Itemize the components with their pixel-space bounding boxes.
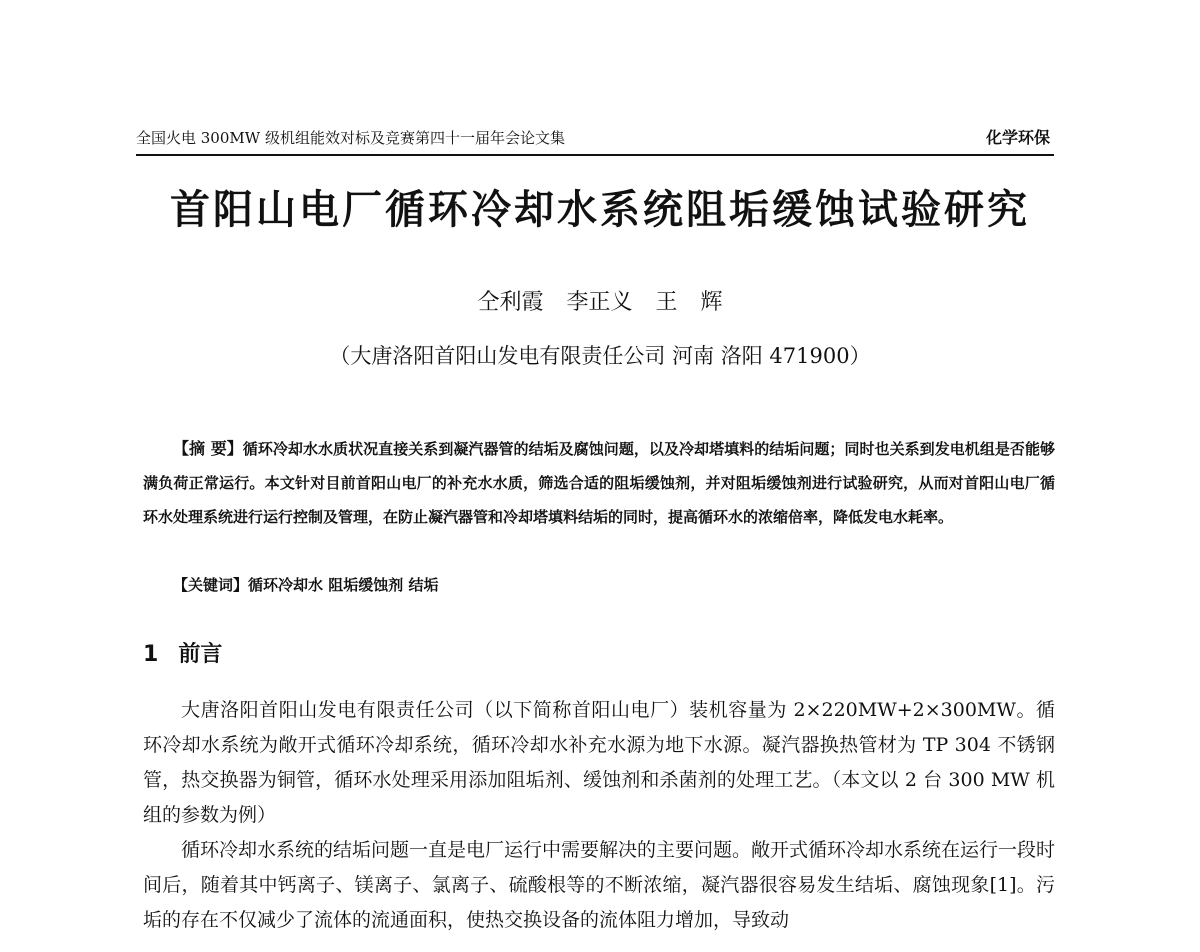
- paper-title: 首阳山电厂循环冷却水系统阻垢缓蚀试验研究: [170, 187, 1030, 233]
- keywords: [143, 568, 1055, 602]
- abstract-label: 【摘 要】: [173, 439, 243, 458]
- running-header: [136, 124, 1054, 156]
- keywords-label: 【关键词】: [173, 576, 249, 594]
- paragraph: 大唐洛阳首阳山发电有限责任公司（以下简称首阳山电厂）装机容量为 2×220MW+2×300MW。循环冷却水系统为敞开式循环冷却系统，循环冷却水补充水源为地下水源。凝汽器换热管材为 TP 304 不锈钢管，热交换器为铜管，循环水处理采用添加阻垢剂、缓蚀剂和杀菌剂的处理工艺。（本文以 2 台 300 MW 机组的参数为例）: [143, 699, 1055, 826]
- header-proceedings-title: 全国火电 300MW 级机组能效对标及竞赛第四十一届年会论文集: [136, 129, 565, 147]
- section-number: 1: [143, 642, 159, 667]
- body-text: [143, 693, 1055, 938]
- author-list: 仝利霞 李正义 王 辉: [477, 290, 723, 315]
- paragraph: 循环冷却水系统的结垢问题一直是电厂运行中需要解决的主要问题。敞开式循环冷却水系统在运行一段时间后，随着其中钙离子、镁离子、氯离子、硫酸根等的不断浓缩，凝汽器很容易发生结垢、腐蚀现象[1]。污垢的存在不仅减少了流体的流通面积，使热交换设备的流体阻力增加，导致动: [143, 839, 1056, 931]
- keywords-text: 循环冷却水 阻垢缓蚀剂 结垢: [248, 576, 439, 594]
- section-heading: [143, 637, 222, 668]
- section-title: 前言: [178, 642, 223, 667]
- author-affiliation: （大唐洛阳首阳山发电有限责任公司 河南 洛阳 471900）: [329, 344, 871, 368]
- abstract-text: 循环冷却水水质状况直接关系到凝汽器管的结垢及腐蚀问题，以及冷却塔填料的结垢问题；同时也关系到发电机组是否能够满负荷正常运行。本文针对目前首阳山电厂的补充水水质，筛选合适的阻垢缓蚀剂，并对阻垢缓蚀剂进行试验研究，从而对首阳山电厂循环水处理系统进行运行控制及管理，在防止凝汽器管和冷却塔填料结垢的同时，提高循环水的浓缩倍率，降低发电水耗率。: [143, 440, 1055, 526]
- header-category: 化学环保: [985, 128, 1050, 147]
- abstract: [143, 432, 1055, 534]
